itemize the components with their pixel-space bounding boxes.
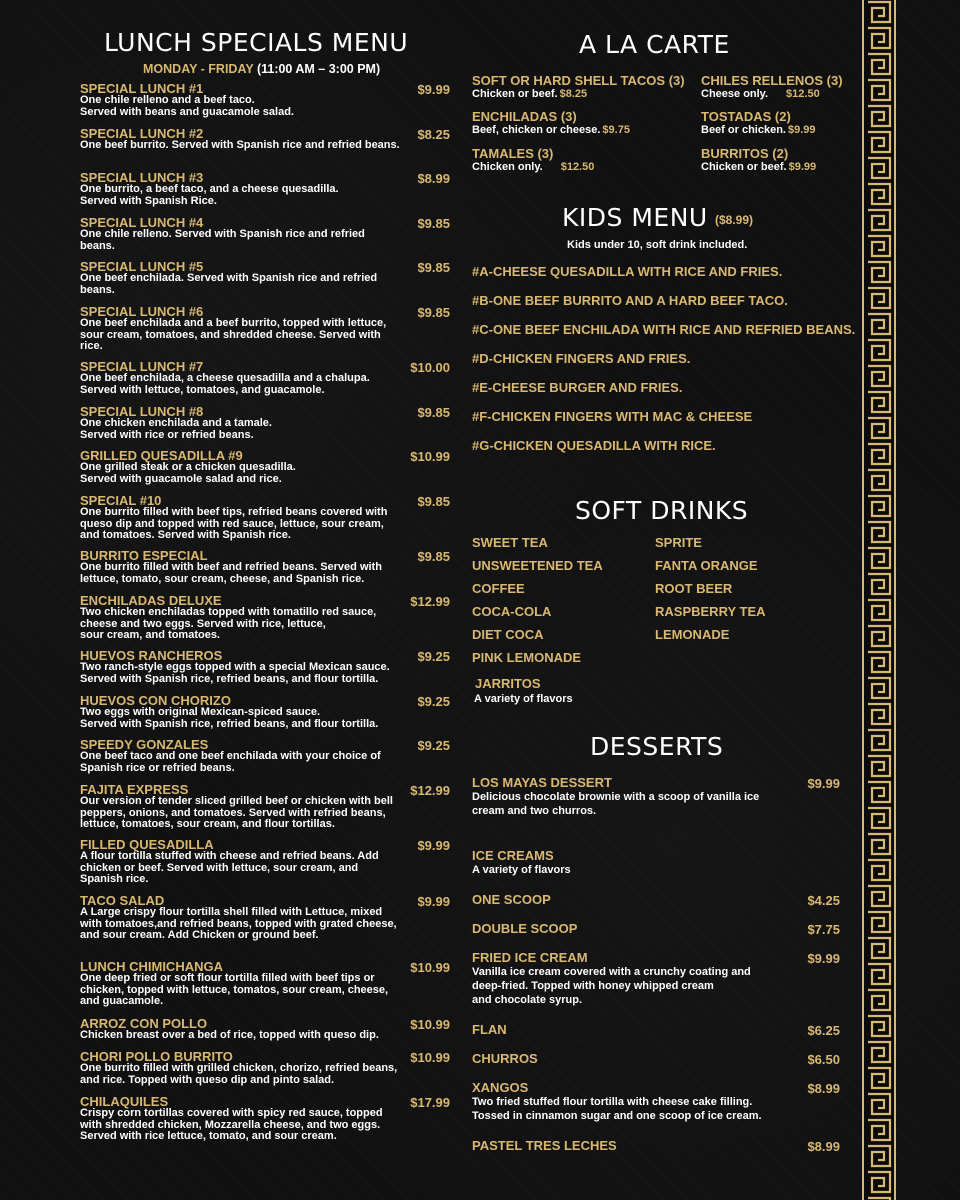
drink-item: ROOT BEER bbox=[655, 581, 733, 596]
lunch-item-desc: One chicken enchilada and a tamale. Served with rice or refried beans. bbox=[80, 417, 272, 441]
alacarte-item-desc: Beef or chicken. bbox=[701, 124, 786, 136]
drink-item: RASPBERRY TEA bbox=[655, 604, 766, 619]
lunch-item-name: HUEVOS RANCHEROS bbox=[80, 648, 223, 663]
kids-item: #E-CHEESE BURGER AND FRIES. bbox=[472, 380, 683, 395]
lunch-item-desc: Our version of tender sliced grilled beef or chicken with bell peppers, onions, and tomatoes. Served with refried beans, lettuce, tomatoes, sour cream, and flour tortillas. bbox=[80, 795, 393, 830]
lunch-item bbox=[80, 838, 450, 886]
lunch-item bbox=[80, 127, 450, 152]
desserts-title: DESSERTS bbox=[590, 732, 724, 761]
alacarte-item bbox=[701, 147, 936, 173]
lunch-item-price: $9.99 bbox=[417, 838, 450, 853]
dessert-price: $4.25 bbox=[807, 893, 840, 908]
lunch-item-name: HUEVOS CON CHORIZO bbox=[80, 693, 231, 708]
lunch-item-price: $9.25 bbox=[417, 649, 450, 664]
lunch-item-price: $9.85 bbox=[417, 216, 450, 231]
kids-item: #F-CHICKEN FINGERS WITH MAC & CHEESE bbox=[472, 409, 753, 424]
lunch-item-name: GRILLED QUESADILLA #9 bbox=[80, 448, 243, 463]
alacarte-item-detail bbox=[701, 88, 936, 100]
lunch-item-price: $9.25 bbox=[417, 738, 450, 753]
lunch-item bbox=[80, 894, 450, 942]
alacarte-item-name: TAMALES (3) bbox=[472, 146, 554, 161]
kids-item: #B-ONE BEEF BURRITO AND A HARD BEEF TACO. bbox=[472, 293, 788, 308]
lunch-item-price: $8.25 bbox=[417, 127, 450, 142]
alacarte-item bbox=[472, 147, 707, 173]
dessert-price: $9.99 bbox=[807, 776, 840, 791]
dessert-item bbox=[472, 849, 840, 877]
lunch-item-desc: Chicken breast over a bed of rice, topped with queso dip. bbox=[80, 1029, 379, 1041]
lunch-item bbox=[80, 1050, 450, 1086]
jarritos-desc: A variety of flavors bbox=[474, 693, 573, 705]
dessert-name: PASTEL TRES LECHES bbox=[472, 1138, 617, 1153]
alacarte-item-name: TOSTADAS (2) bbox=[701, 109, 791, 124]
lunch-item-desc: One burrito filled with grilled chicken, chorizo, refried beans, and rice. Topped with queso dip and pinto salad. bbox=[80, 1062, 398, 1086]
lunch-item-price: $8.99 bbox=[417, 171, 450, 186]
lunch-item-price: $10.99 bbox=[410, 1050, 450, 1065]
drink-item: DIET COCA bbox=[472, 627, 544, 642]
dessert-desc: Two fried stuffed flour tortilla with cheese cake filling. Tossed in cinnamon sugar and one scoop of ice cream. bbox=[472, 1096, 762, 1122]
lunch-item-desc: One beef enchilada and a beef burrito, topped with lettuce, sour cream, tomatoes, and shredded cheese. Served with rice. bbox=[80, 317, 387, 352]
dessert-name: FLAN bbox=[472, 1022, 507, 1037]
lunch-item-price: $10.00 bbox=[410, 360, 450, 375]
alacarte-item bbox=[701, 74, 936, 100]
dessert-item bbox=[472, 951, 840, 1007]
dessert-name: ONE SCOOP bbox=[472, 892, 551, 907]
alacarte-item-price: $8.25 bbox=[559, 88, 588, 100]
lunch-item bbox=[80, 960, 450, 1008]
lunch-item-name: SPECIAL LUNCH #2 bbox=[80, 126, 204, 141]
dessert-price: $8.99 bbox=[807, 1139, 840, 1154]
alacarte-item-desc: Chicken or beef. bbox=[472, 88, 558, 100]
lunch-item-desc: Crispy corn tortillas covered with spicy red sauce, topped with shredded chicken, Mozzarella cheese, and two eggs. Served with rice lettuce, tomato, and sour cream. bbox=[80, 1107, 383, 1142]
alacarte-item-price: $9.75 bbox=[602, 124, 630, 136]
dessert-price: $9.99 bbox=[807, 951, 840, 966]
lunch-item-price: $9.85 bbox=[417, 260, 450, 275]
drink-item: COFFEE bbox=[472, 581, 525, 596]
lunch-item-desc: Two ranch-style eggs topped with a special Mexican sauce. Served with Spanish rice, refried beans, and flour tortilla. bbox=[80, 661, 390, 685]
lunch-title: LUNCH SPECIALS MENU bbox=[104, 28, 409, 57]
alacarte-item-price: $9.99 bbox=[788, 161, 817, 173]
kids-title: KIDS MENU bbox=[562, 203, 708, 232]
dessert-item bbox=[472, 1081, 840, 1123]
lunch-item-name: ENCHILADAS DELUXE bbox=[80, 593, 222, 608]
lunch-item-desc: Two chicken enchiladas topped with tomatillo red sauce, cheese and two eggs. Served with rice, lettuce, sour cream, and tomatoes. bbox=[80, 606, 377, 641]
lunch-item-name: SPECIAL LUNCH #3 bbox=[80, 170, 204, 185]
lunch-item bbox=[80, 738, 450, 774]
lunch-item bbox=[80, 216, 450, 252]
lunch-item-desc: A flour tortilla stuffed with cheese and refried beans. Add chicken or beef. Served with lettuce, sour cream, and Spanish rice. bbox=[80, 850, 379, 885]
jarritos-name: JARRITOS bbox=[475, 676, 541, 691]
lunch-item-desc: One chile relleno and a beef taco. Served with beans and guacamole salad. bbox=[80, 94, 294, 118]
lunch-item-price: $10.99 bbox=[410, 449, 450, 464]
lunch-item-name: LUNCH CHIMICHANGA bbox=[80, 959, 223, 974]
dessert-item bbox=[472, 1139, 840, 1153]
lunch-item-desc: One deep fried or soft flour tortilla filled with beef tips or chicken, topped with lettuce, tomatos, sour cream, cheese, and guacamole. bbox=[80, 972, 389, 1007]
lunch-item-desc: One burrito, a beef taco, and a cheese quesadilla. Served with Spanish Rice. bbox=[80, 183, 339, 207]
drink-item: SWEET TEA bbox=[472, 535, 548, 550]
lunch-item-price: $9.85 bbox=[417, 494, 450, 509]
lunch-item-price: $9.85 bbox=[417, 549, 450, 564]
lunch-item bbox=[80, 594, 450, 642]
lunch-item-name: FAJITA EXPRESS bbox=[80, 782, 189, 797]
lunch-item-name: SPECIAL LUNCH #8 bbox=[80, 404, 204, 419]
lunch-item bbox=[80, 305, 450, 353]
lunch-item-desc: One beef burrito. Served with Spanish rice and refried beans. bbox=[80, 139, 400, 151]
alacarte-item-detail bbox=[701, 124, 936, 136]
drink-item: PINK LEMONADE bbox=[472, 650, 582, 665]
lunch-item-price: $9.99 bbox=[417, 894, 450, 909]
dessert-desc: Delicious chocolate brownie with a scoop of vanilla ice cream and two churros. bbox=[472, 791, 760, 817]
lunch-item-name: ARROZ CON POLLO bbox=[80, 1016, 208, 1031]
lunch-item-price: $9.25 bbox=[417, 694, 450, 709]
lunch-item-name: CHORI POLLO BURRITO bbox=[80, 1049, 233, 1064]
lunch-item bbox=[80, 360, 450, 396]
lunch-item bbox=[80, 549, 450, 585]
alacarte-item-detail bbox=[701, 161, 936, 173]
lunch-item-desc: One burrito filled with beef tips, refried beans covered with queso dip and topped with red sauce, lettuce, sour cream, and tomatoes. Served with Spanish rice. bbox=[80, 506, 388, 541]
lunch-hours bbox=[143, 62, 380, 76]
kids-item: #G-CHICKEN QUESADILLA WITH RICE. bbox=[472, 438, 716, 453]
dessert-name: ICE CREAMS bbox=[472, 848, 554, 863]
lunch-item bbox=[80, 82, 450, 118]
dessert-price: $8.99 bbox=[807, 1081, 840, 1096]
lunch-days: MONDAY - FRIDAY bbox=[143, 62, 254, 76]
lunch-item-name: TACO SALAD bbox=[80, 893, 165, 908]
lunch-item-name: SPECIAL LUNCH #6 bbox=[80, 304, 204, 319]
dessert-desc: A variety of flavors bbox=[472, 864, 571, 876]
lunch-item-name: SPECIAL LUNCH #5 bbox=[80, 259, 204, 274]
alacarte-item bbox=[472, 74, 707, 100]
dessert-item bbox=[472, 1023, 840, 1037]
lunch-item bbox=[80, 449, 450, 485]
drinks-title: SOFT DRINKS bbox=[575, 496, 749, 525]
lunch-item bbox=[80, 1095, 450, 1143]
lunch-item bbox=[80, 783, 450, 831]
alacarte-item-detail bbox=[472, 88, 707, 100]
dessert-name: LOS MAYAS DESSERT bbox=[472, 775, 612, 790]
drink-item: FANTA ORANGE bbox=[655, 558, 758, 573]
dessert-desc: Vanilla ice cream covered with a crunchy coating and deep-fried. Topped with honey whipped cream and chocolate syrup. bbox=[472, 966, 751, 1006]
alacarte-item-name: CHILES RELLENOS (3) bbox=[701, 73, 843, 88]
lunch-item-price: $10.99 bbox=[410, 960, 450, 975]
lunch-item-desc: One burrito filled with beef and refried beans. Served with lettuce, tomato, sour cream, cheese, and Spanish rice. bbox=[80, 561, 382, 585]
lunch-item-price: $9.99 bbox=[417, 82, 450, 97]
alacarte-item bbox=[472, 110, 707, 136]
alacarte-item-desc: Beef, chicken or cheese. bbox=[472, 124, 601, 136]
drink-item: COCA-COLA bbox=[472, 604, 552, 619]
lunch-item-name: SPECIAL LUNCH #7 bbox=[80, 359, 204, 374]
kids-item: #A-CHEESE QUESADILLA WITH RICE AND FRIES. bbox=[472, 264, 783, 279]
alacarte-title: A LA CARTE bbox=[579, 30, 730, 59]
dessert-name: XANGOS bbox=[472, 1080, 529, 1095]
dessert-item bbox=[472, 893, 840, 907]
kids-item: #D-CHICKEN FINGERS AND FRIES. bbox=[472, 351, 691, 366]
lunch-item bbox=[80, 171, 450, 207]
lunch-item-name: SPECIAL LUNCH #4 bbox=[80, 215, 204, 230]
alacarte-item-detail bbox=[472, 124, 707, 136]
alacarte-item-desc: Cheese only. bbox=[701, 88, 769, 100]
dessert-name: FRIED ICE CREAM bbox=[472, 950, 588, 965]
lunch-item bbox=[80, 694, 450, 730]
alacarte-item-price: $12.50 bbox=[786, 88, 820, 100]
dessert-item bbox=[472, 922, 840, 936]
lunch-item bbox=[80, 649, 450, 685]
dessert-name: CHURROS bbox=[472, 1051, 538, 1066]
lunch-item bbox=[80, 1017, 450, 1042]
kids-item: #C-ONE BEEF ENCHILADA WITH RICE AND REFRIED BEANS. bbox=[472, 322, 856, 337]
lunch-item-desc: One beef enchilada. Served with Spanish rice and refried beans. bbox=[80, 272, 378, 296]
dessert-price: $7.75 bbox=[807, 922, 840, 937]
lunch-item-price: $12.99 bbox=[410, 594, 450, 609]
drink-item: LEMONADE bbox=[655, 627, 730, 642]
alacarte-item-name: SOFT OR HARD SHELL TACOS (3) bbox=[472, 73, 685, 88]
lunch-item bbox=[80, 494, 450, 542]
alacarte-item-price: $12.50 bbox=[560, 161, 595, 173]
lunch-item-price: $17.99 bbox=[410, 1095, 450, 1110]
drink-item: UNSWEETENED TEA bbox=[472, 558, 603, 573]
lunch-item bbox=[80, 405, 450, 441]
lunch-item bbox=[80, 260, 450, 296]
alacarte-item-price: $9.99 bbox=[787, 124, 816, 136]
lunch-item-price: $12.99 bbox=[410, 783, 450, 798]
greek-key-border bbox=[862, 0, 896, 1200]
dessert-item bbox=[472, 776, 840, 818]
lunch-item-name: SPEEDY GONZALES bbox=[80, 737, 209, 752]
lunch-item-desc: One grilled steak or a chicken quesadilla. Served with guacamole salad and rice. bbox=[80, 461, 296, 485]
kids-price: ($8.99) bbox=[715, 213, 754, 227]
lunch-item-desc: One beef enchilada, a cheese quesadilla and a chalupa. Served with lettuce, tomatoes, and guacamole. bbox=[80, 372, 370, 396]
alacarte-item-name: ENCHILADAS (3) bbox=[472, 109, 577, 124]
lunch-item-name: SPECIAL #10 bbox=[80, 493, 162, 508]
alacarte-item-desc: Chicken or beef. bbox=[701, 161, 787, 173]
dessert-item bbox=[472, 1052, 840, 1066]
lunch-item-name: FILLED QUESADILLA bbox=[80, 837, 214, 852]
dessert-price: $6.50 bbox=[807, 1052, 840, 1067]
lunch-item-desc: One chile relleno. Served with Spanish rice and refried beans. bbox=[80, 228, 365, 252]
lunch-item-price: $9.85 bbox=[417, 305, 450, 320]
lunch-item-name: CHILAQUILES bbox=[80, 1094, 169, 1109]
dessert-price: $6.25 bbox=[807, 1023, 840, 1038]
lunch-item-price: $10.99 bbox=[410, 1017, 450, 1032]
lunch-time: (11:00 AM – 3:00 PM) bbox=[256, 62, 381, 76]
greek-key-pattern bbox=[864, 0, 894, 1200]
lunch-item-name: BURRITO ESPECIAL bbox=[80, 548, 208, 563]
drink-item: SPRITE bbox=[655, 535, 702, 550]
alacarte-item-desc: Chicken only. bbox=[472, 161, 543, 173]
dessert-name: DOUBLE SCOOP bbox=[472, 921, 578, 936]
alacarte-item-detail bbox=[472, 161, 707, 173]
kids-note: Kids under 10, soft drink included. bbox=[567, 239, 748, 251]
alacarte-item bbox=[701, 110, 936, 136]
lunch-item-name: SPECIAL LUNCH #1 bbox=[80, 81, 204, 96]
lunch-item-price: $9.85 bbox=[417, 405, 450, 420]
lunch-item-desc: A Large crispy flour tortilla shell filled with Lettuce, mixed with tomatoes,and refried beans, topped with grated cheese, and sour cream. Add Chicken or ground beef. bbox=[80, 906, 397, 941]
alacarte-item-name: BURRITOS (2) bbox=[701, 146, 789, 161]
lunch-item-desc: One beef taco and one beef enchilada with your choice of Spanish rice or refried beans. bbox=[80, 750, 381, 774]
lunch-item-desc: Two eggs with original Mexican-spiced sauce. Served with Spanish rice, refried beans, and flour tortilla. bbox=[80, 706, 379, 730]
